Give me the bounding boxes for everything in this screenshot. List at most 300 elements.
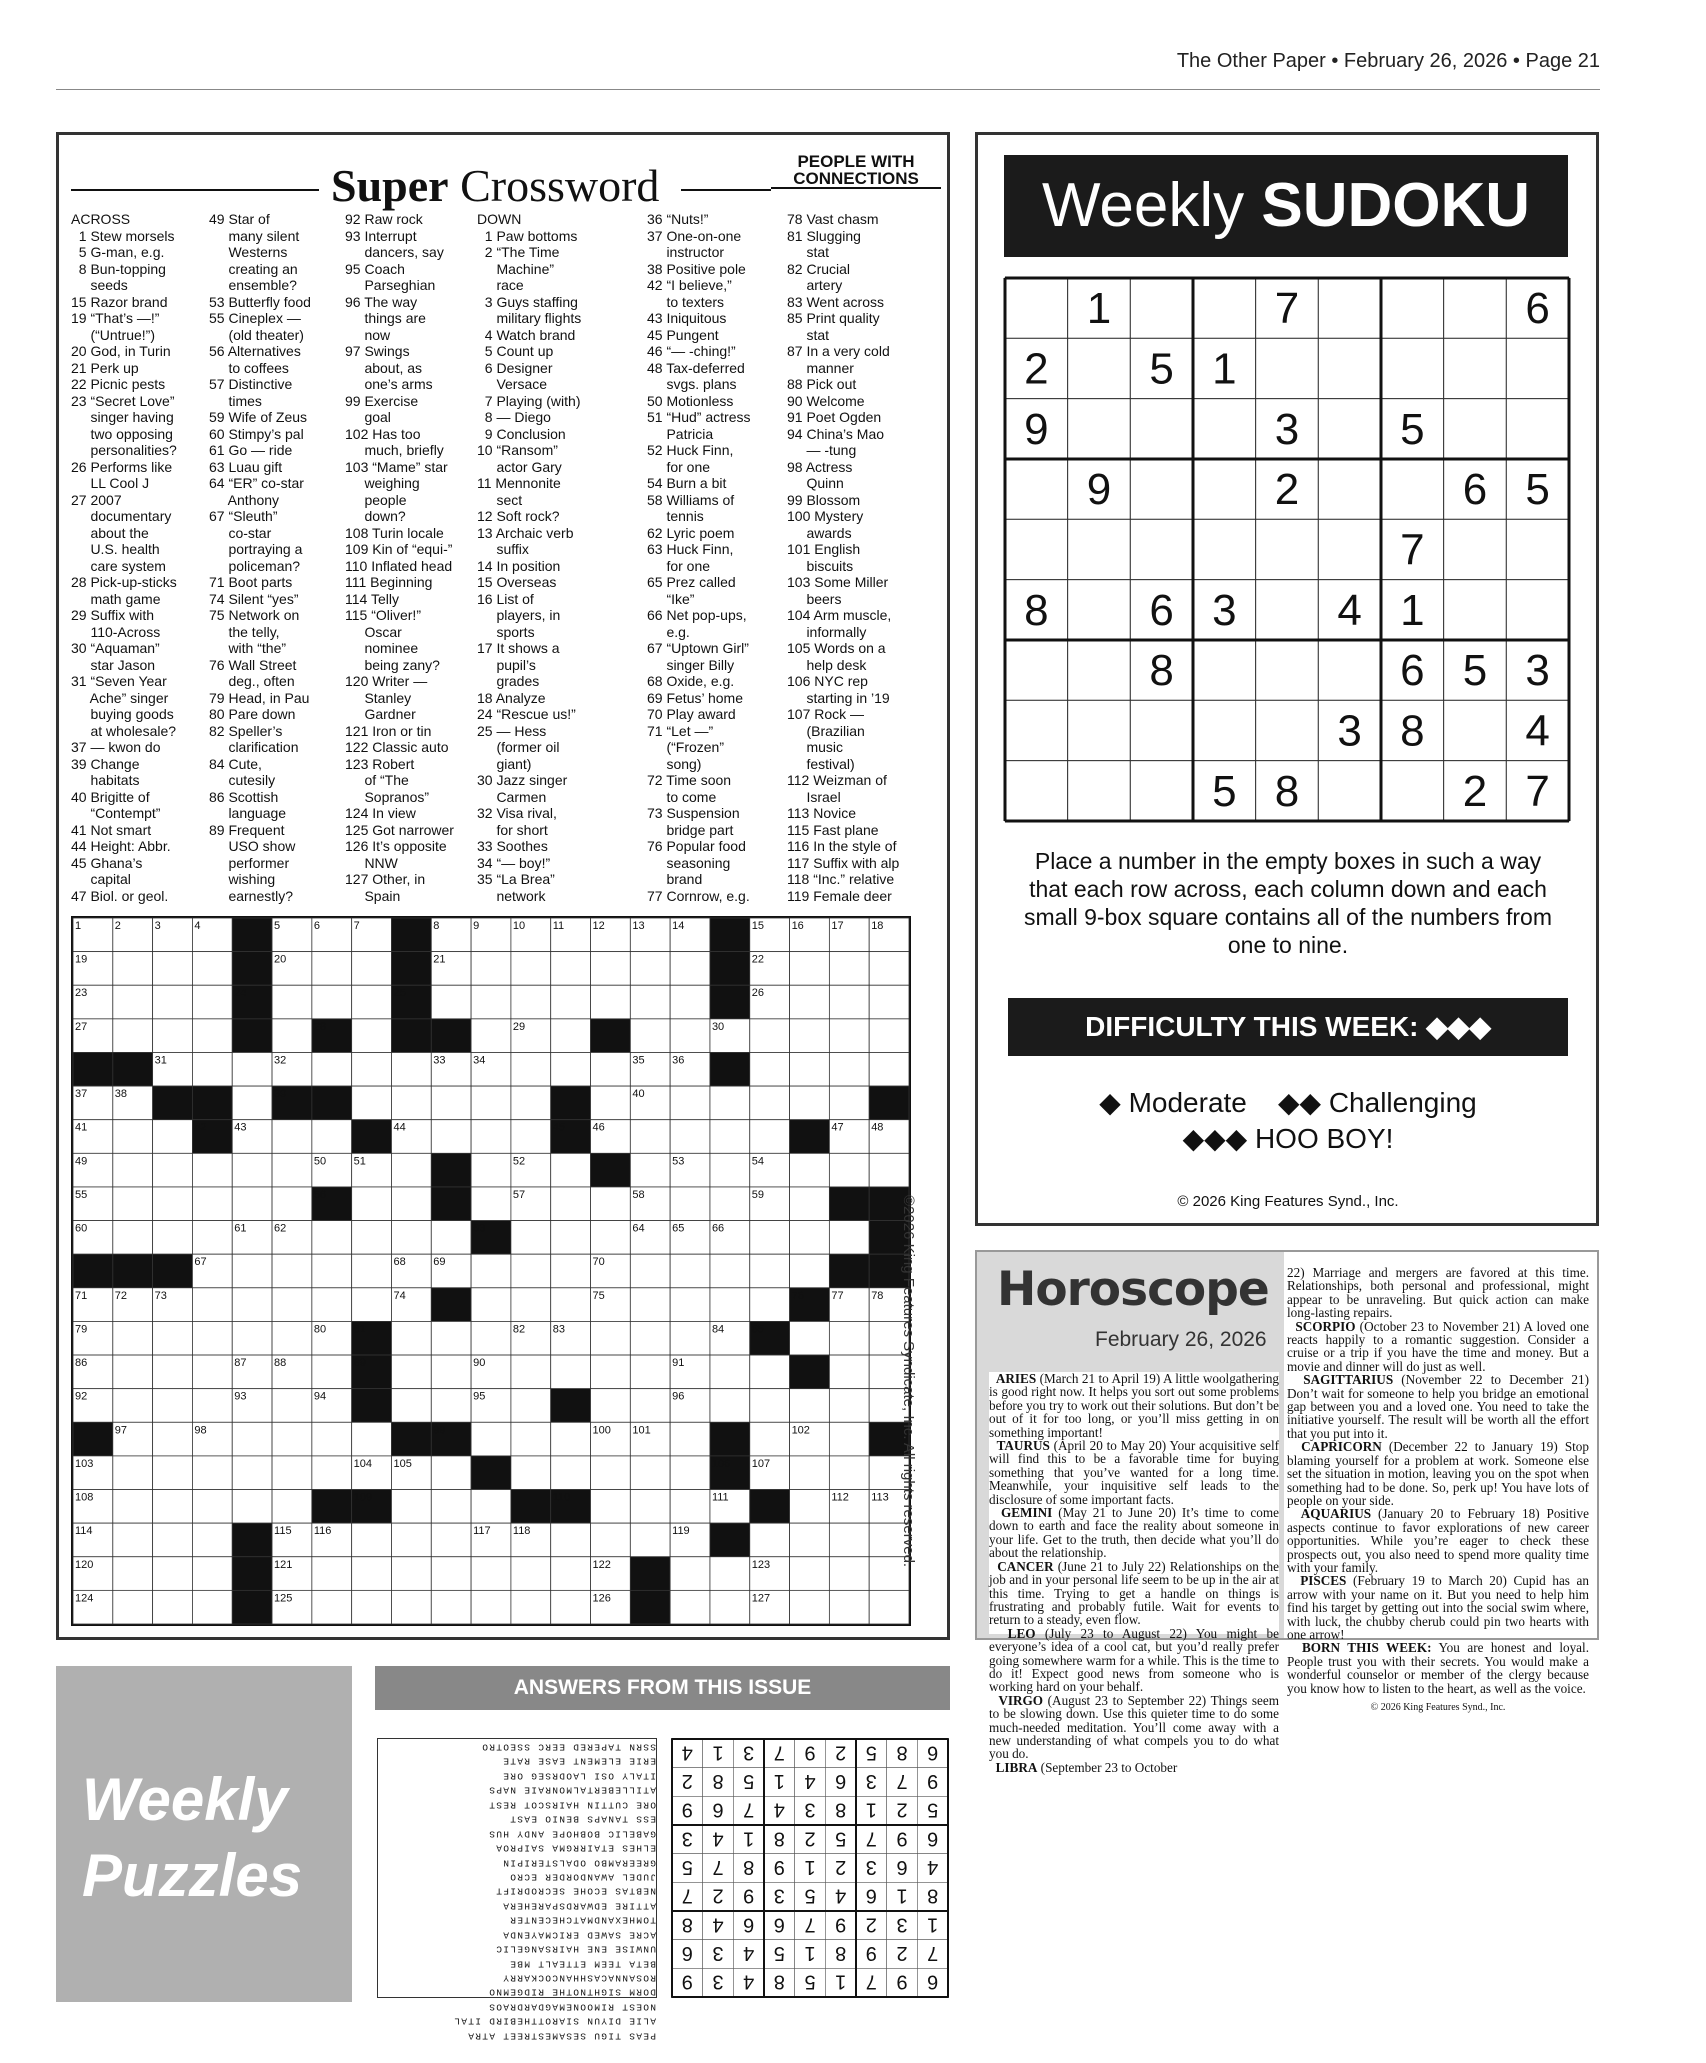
cell-number: 77 (831, 1289, 844, 1302)
answer-row: ROSANNACASHHANCOCKARRY (501, 1972, 656, 1984)
grid-cell (829, 1557, 869, 1591)
grid-cell (471, 1590, 511, 1624)
grid-cell (232, 1490, 272, 1524)
sudoku-cell (1256, 640, 1319, 700)
cell-number: 106 (711, 1457, 731, 1470)
answer-row: ACRE SAWED ERICMAYENDA (501, 1929, 656, 1941)
grid-cell (790, 1490, 830, 1524)
grid-cell (272, 1490, 312, 1524)
cell-number: 122 (592, 1558, 611, 1571)
grid-block (710, 1422, 750, 1456)
cell-number: 76 (791, 1289, 804, 1302)
grid-cell (312, 1221, 352, 1255)
cell-number: 121 (274, 1558, 293, 1571)
grid-cell (312, 1590, 352, 1624)
grid-cell (153, 1120, 193, 1154)
horoscope-column-left: ARIES (March 21 to April 19) A little woolgathering is good right now. It helps you sort out some problems before you try to work out their solutions. But don’t be out of it for too long, or you’ll miss getting in on something important! TAURUS (April 20 to May 20) Your acquisitive self will find this to be a favorable time for buying something that you’ve wanted for a long time. Meanwhile, your inquisitive self leads to the disclosure of some important facts. GEMINI (May 21 to June 20) It’s time to come down to earth and face the reality about someone in your life. Get to the truth, then decide what you’ll do about the relationship. CANCER (June 21 to July 22) Relationships on the job and in your personal life seem to be up in the air at this time. Trying to get a handle on things is frustrating and probably futile. Wait for events to return to a steady, even flow. LEO (July 23 to August 22) You might be everyone’s idea of a cool cat, but you’d really prefer going somewhere warm for a while. This is the time to do it! Expect good news from someone who is working hard on your behalf. VIRGO (August 23 to September 22) Things seem to be slowing down. Use this quieter time to do some much-needed meditation. You’ll come away with a new understanding of what compels you to do what you do. LIBRA (September 23 to October (989, 1371, 1280, 1775)
answer-row: GABELIC BOBHOPE ANDY HUS (487, 1828, 656, 1840)
grid-cell (551, 1153, 591, 1187)
grid-cell (829, 1019, 869, 1053)
grid-cell (829, 1456, 869, 1490)
answer-digit: 5 (865, 1741, 877, 1764)
sudoku-cell (1318, 519, 1381, 579)
answer-digit: 1 (804, 1856, 816, 1878)
sudoku-cell (1506, 580, 1569, 640)
sudoku-cell (1506, 399, 1569, 459)
grid-cell (630, 1355, 670, 1389)
sudoku-cell (1068, 399, 1131, 459)
grid-cell (113, 1019, 153, 1053)
answer-digit: 6 (927, 1741, 939, 1764)
grid-cell (391, 1221, 431, 1255)
cell-number: 57 (512, 1188, 526, 1201)
grid-block (431, 1153, 471, 1187)
grid-block (710, 918, 750, 952)
cell-number: 52 (512, 1155, 526, 1168)
cell-number: 33 (433, 1054, 446, 1067)
grid-cell (352, 1187, 392, 1221)
sudoku-digit: 6 (1400, 646, 1425, 696)
cell-number: 75 (592, 1289, 605, 1302)
answer-digit: 9 (927, 1770, 939, 1792)
grid-block (192, 1086, 232, 1120)
sudoku-digit: 8 (1149, 646, 1174, 696)
cell-number: 42 (194, 1121, 207, 1134)
grid-cell (511, 1590, 551, 1624)
grid-cell (192, 1523, 232, 1557)
sudoku-cell (1005, 761, 1068, 821)
grid-cell (551, 1523, 591, 1557)
grid-cell (431, 1557, 471, 1591)
grid-cell (312, 985, 352, 1019)
sudoku-cell (1444, 580, 1507, 640)
cell-number: 29 (512, 1020, 526, 1033)
grid-cell (750, 1254, 790, 1288)
answer-row: ELHES ETAIRRGMA SAIPROA (494, 1842, 656, 1854)
cell-number: 59 (751, 1188, 765, 1201)
grid-cell (312, 1254, 352, 1288)
sudoku-cell (1318, 459, 1381, 519)
cell-number: 22 (751, 953, 765, 966)
difficulty-legend (1008, 1085, 1568, 1157)
grid-cell (113, 1221, 153, 1255)
grid-cell (391, 1389, 431, 1423)
grid-cell (431, 1221, 471, 1255)
sudoku-cell (1444, 338, 1507, 398)
grid-cell (790, 1590, 830, 1624)
cell-number: 56 (313, 1188, 327, 1201)
grid-cell (272, 1422, 312, 1456)
grid-cell (431, 1456, 471, 1490)
grid-cell (591, 1221, 631, 1255)
grid-cell (471, 1187, 511, 1221)
grid-cell (750, 1288, 790, 1322)
answer-row: TOMHEXANDMATCHECENTER (508, 1914, 656, 1926)
answer-digit: 8 (681, 1913, 693, 1936)
crossword-copyright: ©2026 King Features Syndicate, Inc. All rights reserved. (900, 1195, 917, 1568)
grid-cell (551, 1456, 591, 1490)
cell-number: 47 (831, 1121, 844, 1134)
grid-cell (352, 1086, 392, 1120)
grid-cell (630, 1523, 670, 1557)
grid-block (73, 1254, 113, 1288)
sudoku-cell (1193, 640, 1256, 700)
answer-digit: 6 (773, 1913, 785, 1936)
grid-block (829, 1254, 869, 1288)
sudoku-cell (1130, 761, 1193, 821)
grid-cell (750, 1052, 790, 1086)
grid-cell (829, 1052, 869, 1086)
cell-number: 55 (75, 1188, 88, 1201)
grid-cell (551, 1052, 591, 1086)
grid-cell (591, 1321, 631, 1355)
grid-cell (471, 1422, 511, 1456)
sudoku-title (1004, 155, 1568, 257)
answer-digit: 5 (743, 1770, 755, 1792)
grid-block (232, 918, 272, 952)
answer-digit: 3 (712, 1970, 724, 1993)
sudoku-cell (1130, 700, 1193, 760)
grid-cell (710, 1254, 750, 1288)
sudoku-digit: 7 (1274, 284, 1300, 334)
cell-number: 37 (75, 1088, 88, 1101)
sudoku-cell (1193, 519, 1256, 579)
answer-digit: 6 (743, 1913, 755, 1936)
grid-cell (511, 1254, 551, 1288)
cell-number: 116 (313, 1525, 332, 1538)
sudoku-cell (1318, 640, 1381, 700)
grid-cell (790, 1019, 830, 1053)
sudoku-cell (1005, 700, 1068, 760)
clue-column-3: 92 Raw rock 93 Interrupt dancers, say 95 Coach Parseghian 96 The way things are now 97 Swings about, as one’s arms 99 Exercise goal 102 Has too much, briefly 103 “Mame” star weighing people down? 108 Turin locale 109 Kin of “equi-” 110 Inflated head 111 Beginning 114 Telly 115 “Oliver!” Oscar nominee being zany? 120 Writer — Stanley Gardner 121 Iron or tin 122 Classic auto 123 Robert of “The Sopranos” 124 In view 125 Got narrower 126 It’s opposite NNW 127 Other, in Spain (345, 211, 454, 904)
answer-digit: 4 (681, 1741, 693, 1764)
cell-number: 125 (274, 1592, 293, 1605)
grid-cell (710, 1590, 750, 1624)
grid-cell (192, 952, 232, 986)
cell-number: 54 (751, 1155, 765, 1168)
grid-cell (471, 1321, 511, 1355)
cell-number: 15 (751, 920, 765, 932)
answer-digit: 1 (773, 1770, 785, 1792)
sudoku-digit: 9 (1024, 404, 1049, 454)
grid-cell (153, 985, 193, 1019)
cell-number: 26 (751, 987, 765, 1000)
cell-number: 105 (393, 1457, 412, 1470)
grid-cell (630, 1456, 670, 1490)
cell-number: 10 (512, 920, 526, 932)
grid-cell (829, 1221, 869, 1255)
grid-block (750, 1490, 790, 1524)
grid-block (232, 1557, 272, 1591)
answer-row: PEAS TIGU SESAMESTREET ATRA (466, 2030, 656, 2042)
grid-cell (630, 1288, 670, 1322)
grid-cell (471, 1557, 511, 1591)
sudoku-digit: 2 (1024, 344, 1049, 394)
grid-cell (272, 1254, 312, 1288)
sudoku-cell (1381, 278, 1444, 338)
grid-cell (272, 985, 312, 1019)
answer-row: ATTIRE EDWARDSPAREHERA (501, 1900, 656, 1912)
grid-cell (511, 1389, 551, 1423)
sudoku-digit: 6 (1462, 465, 1488, 515)
answer-digit: 6 (835, 1770, 847, 1792)
cell-number: 82 (512, 1323, 526, 1336)
sudoku-cell (1256, 519, 1319, 579)
answer-digit: 3 (865, 1856, 877, 1878)
cell-number: 25 (393, 987, 406, 1000)
grid-cell (113, 1355, 153, 1389)
grid-cell (272, 1153, 312, 1187)
answer-digit: 4 (712, 1827, 724, 1850)
page-header (56, 50, 1600, 90)
sudoku-cell (1193, 278, 1256, 338)
grid-cell (232, 1187, 272, 1221)
sudoku-digit: 1 (1400, 585, 1425, 635)
grid-cell (192, 1221, 232, 1255)
answer-row: ESS TANAPS BENIO EAST (508, 1813, 656, 1825)
answer-digit: 7 (743, 1798, 755, 1821)
grid-block (511, 1490, 551, 1524)
answer-digit: 4 (712, 1913, 724, 1936)
answer-digit: 4 (835, 1884, 847, 1907)
grid-cell (790, 1153, 830, 1187)
cell-number: 51 (353, 1155, 366, 1168)
sudoku-cell (1130, 459, 1193, 519)
cell-number: 123 (751, 1558, 771, 1571)
grid-cell (232, 1321, 272, 1355)
grid-cell (551, 1254, 591, 1288)
theme-line-2: CONNECTIONS (771, 170, 941, 189)
sudoku-cell (1318, 399, 1381, 459)
grid-cell (591, 1086, 631, 1120)
sudoku-cell (1068, 580, 1131, 640)
grid-cell (113, 985, 153, 1019)
grid-cell (391, 1052, 431, 1086)
answer-digit: 3 (865, 1770, 877, 1792)
sudoku-cell (1506, 519, 1569, 579)
answer-digit: 3 (712, 1942, 724, 1964)
cell-number: 117 (473, 1525, 491, 1538)
grid-cell (312, 1120, 352, 1154)
sudoku-digit: 5 (1462, 646, 1488, 696)
clue-column-1: ACROSS 1 Stew morsels 5 G-man, e.g. 8 Bun-topping seeds 15 Razor brand 19 “That’s —!” (“Untrue!”) 20 God, in Turin 21 Perk up 22 Picnic pests 23 “Secret Love” singer having two opposing personalities? 26 Performs like LL Cool J 27 2007 documentary about the U.S. health care system 28 Pick-up-sticks math game 29 Suffix with 110-Across 30 “Aquaman” star Jason 31 “Seven Year Ache” singer buying goods at wholesale? 37 — kwon do 39 Change habitats 40 Brigitte of “Contempt” 41 Not smart 44 Height: Abbr. 45 Ghana’s capital 47 Biol. or geol. (71, 211, 177, 904)
cell-number: 40 (632, 1088, 645, 1101)
grid-block (352, 1389, 392, 1423)
answer-digit: 3 (681, 1827, 693, 1850)
grid-block (630, 1590, 670, 1624)
cell-number: 93 (234, 1390, 247, 1403)
grid-block (391, 1019, 431, 1053)
legend-line-1: ◆ Moderate ◆◆ Challenging (1099, 1087, 1477, 1118)
sudoku-digit: 7 (1525, 766, 1550, 816)
grid-cell (630, 1120, 670, 1154)
answer-digit: 5 (804, 1884, 816, 1907)
grid-cell (312, 1557, 352, 1591)
grid-cell (431, 1389, 471, 1423)
answer-digit: 9 (681, 1970, 693, 1993)
grid-cell (511, 952, 551, 986)
grid-block (630, 1557, 670, 1591)
grid-cell (113, 1590, 153, 1624)
grid-cell (431, 1355, 471, 1389)
answer-row: ATILLEBERTALMONRAIE NAPS (487, 1784, 656, 1796)
cell-number: 95 (473, 1390, 486, 1403)
grid-cell (511, 985, 551, 1019)
grid-cell (352, 1422, 392, 1456)
grid-cell (630, 985, 670, 1019)
grid-cell (551, 1288, 591, 1322)
grid-cell (670, 952, 710, 986)
grid-cell (471, 1490, 511, 1524)
grid-block (312, 1490, 352, 1524)
cell-number: 80 (313, 1323, 327, 1336)
crossword-answers (377, 1738, 657, 2042)
grid-block (710, 952, 750, 986)
sudoku-digit: 1 (1086, 284, 1112, 334)
grid-cell (192, 1490, 232, 1524)
grid-cell (670, 1456, 710, 1490)
crossword-grid-svg (73, 918, 909, 1624)
grid-cell (790, 985, 830, 1019)
grid-cell (471, 1153, 511, 1187)
cell-number: 69 (433, 1256, 446, 1269)
answer-digit: 1 (865, 1798, 877, 1821)
difficulty-banner: DIFFICULTY THIS WEEK: ◆◆◆ (1008, 998, 1568, 1056)
grid-cell (192, 1456, 232, 1490)
grid-cell (869, 1052, 909, 1086)
grid-cell (551, 1557, 591, 1591)
grid-cell (431, 1590, 471, 1624)
title-bold: Super (331, 160, 449, 211)
grid-cell (591, 1490, 631, 1524)
grid-cell (192, 1389, 232, 1423)
grid-cell (790, 1321, 830, 1355)
sudoku-grid-svg (1005, 278, 1569, 821)
clue-column-5: 36 “Nuts!” 37 One-on-one instructor 38 Positive pole 42 “I believe,” to texters 43 Iniquitous 45 Pungent 46 “— -ching!” 48 Tax-deferred svgs. plans 50 Motionless 51 “Hud” actress Patricia 52 Huck Finn, for one 54 Burn a bit 58 Williams of tennis 62 Lyric poem 63 Huck Finn, for one 65 Prez called “Ike” 66 Net pop-ups, e.g. 67 “Uptown Girl” singer Billy 68 Oxide, e.g. 69 Fetus’ home 70 Play award 71 “Let —” (“Frozen” song) 72 Time soon to come 73 Suspension bridge part 76 Popular food seasoning brand 77 Cornrow, e.g. (647, 211, 751, 904)
grid-block (153, 1254, 193, 1288)
grid-cell (829, 1389, 869, 1423)
grid-cell (312, 1422, 352, 1456)
cell-number: 124 (75, 1592, 94, 1605)
grid-cell (471, 952, 511, 986)
cell-number: 11 (552, 920, 565, 932)
answer-digit: 1 (835, 1970, 847, 1993)
answer-digit: 5 (835, 1827, 847, 1850)
grid-cell (192, 1355, 232, 1389)
answer-digit: 8 (773, 1970, 785, 1993)
answer-digit: 5 (681, 1856, 693, 1878)
grid-cell (113, 1456, 153, 1490)
sudoku-cell (1130, 399, 1193, 459)
grid-cell (670, 1590, 710, 1624)
grid-cell (113, 1321, 153, 1355)
grid-cell (511, 1456, 551, 1490)
grid-cell (391, 1523, 431, 1557)
sudoku-digit: 1 (1212, 344, 1237, 394)
grid-cell (113, 1153, 153, 1187)
grid-cell (670, 1120, 710, 1154)
sudoku-digit: 3 (1525, 646, 1550, 696)
grid-cell (192, 1187, 232, 1221)
sudoku-cell (1381, 761, 1444, 821)
sudoku-digit: 5 (1525, 465, 1550, 515)
cell-number: 17 (831, 920, 844, 932)
answer-digit: 9 (773, 1856, 785, 1878)
cell-number: 9 (473, 920, 480, 932)
cell-number: 31 (154, 1054, 167, 1067)
grid-cell (511, 1422, 551, 1456)
answer-digit: 4 (743, 1970, 755, 1993)
grid-block (73, 1422, 113, 1456)
answer-row: DORM SIGHTNOTHE RIDGEMNO (487, 1986, 656, 1998)
cell-number: 18 (871, 920, 884, 932)
grid-cell (551, 1355, 591, 1389)
cell-number: 110 (552, 1491, 571, 1504)
grid-cell (670, 1187, 710, 1221)
grid-block (352, 1120, 392, 1154)
grid-cell (869, 1019, 909, 1053)
cell-number: 63 (473, 1222, 486, 1235)
cell-number: 2 (114, 920, 121, 932)
grid-cell (431, 1321, 471, 1355)
grid-cell (232, 1288, 272, 1322)
grid-cell (352, 1254, 392, 1288)
sudoku-cell (1130, 278, 1193, 338)
grid-cell (591, 1052, 631, 1086)
grid-cell (750, 1221, 790, 1255)
cell-number: 21 (433, 953, 446, 966)
grid-cell (391, 1590, 431, 1624)
grid-cell (352, 952, 392, 986)
cell-number: 79 (75, 1323, 88, 1336)
grid-cell (113, 1523, 153, 1557)
cell-number: 67 (194, 1256, 207, 1269)
grid-cell (630, 1153, 670, 1187)
cell-number: 13 (632, 920, 645, 932)
cell-number: 100 (592, 1424, 611, 1437)
sudoku-cell (1130, 519, 1193, 579)
grid-block (869, 1086, 909, 1120)
grid-block (232, 1590, 272, 1624)
cell-number: 20 (274, 953, 287, 966)
grid-cell (670, 1019, 710, 1053)
cell-number: 45 (552, 1121, 565, 1134)
answer-digit: 6 (927, 1970, 939, 1993)
cell-number: 72 (114, 1289, 128, 1302)
answers-bar: ANSWERS FROM THIS ISSUE (375, 1666, 950, 1710)
crossword-panel (56, 132, 950, 1640)
grid-cell (670, 1490, 710, 1524)
cell-number: 16 (791, 920, 804, 932)
sudoku-cell (1005, 519, 1068, 579)
cell-number: 97 (114, 1424, 128, 1437)
grid-block (710, 985, 750, 1019)
answer-digit: 6 (896, 1856, 908, 1878)
cell-number: 50 (313, 1155, 327, 1168)
cell-number: 4 (194, 920, 201, 932)
grid-cell (153, 1557, 193, 1591)
cell-number: 5 (274, 920, 281, 932)
grid-cell (829, 1153, 869, 1187)
grid-cell (312, 1052, 352, 1086)
sudoku-cell (1256, 580, 1319, 640)
answer-digit: 7 (773, 1741, 785, 1764)
cell-number: 85 (751, 1323, 765, 1336)
cell-number: 104 (353, 1457, 373, 1470)
cell-number: 127 (751, 1592, 771, 1605)
answer-digit: 3 (896, 1913, 908, 1936)
grid-cell (511, 1120, 551, 1154)
